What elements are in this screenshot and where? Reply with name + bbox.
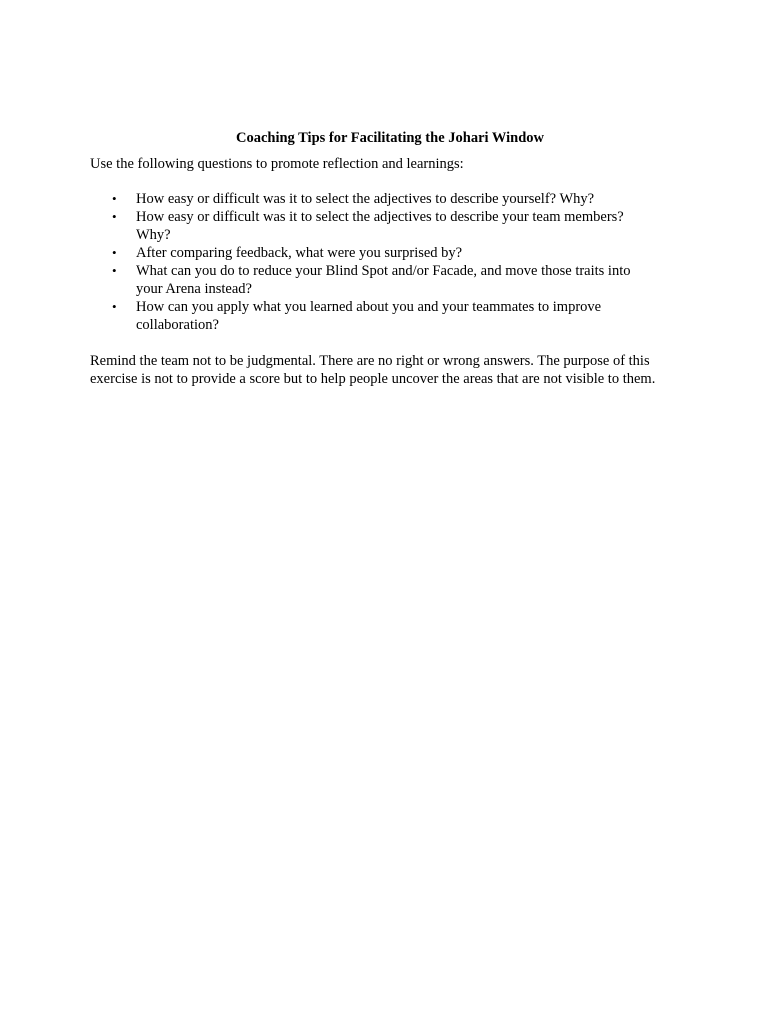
- list-item: [90, 262, 690, 298]
- question-text: How can you apply what you learned about you and your teammates to improve collaboration?: [136, 299, 602, 333]
- question-text: What can you do to reduce your Blind Spot and/or Facade, and move those traits into your Arena instead?: [136, 263, 631, 297]
- bullet-icon: •: [112, 191, 117, 206]
- list-item: [90, 190, 690, 208]
- page-title: Coaching Tips for Facilitating the Johari Window: [235, 130, 545, 146]
- bullet-icon: •: [112, 245, 117, 260]
- intro-paragraph: Use the following questions to promote reflection and learnings:: [90, 156, 464, 172]
- bullet-icon: •: [112, 263, 117, 278]
- list-item: [90, 208, 690, 244]
- question-list: [90, 190, 690, 334]
- list-item: [90, 244, 690, 262]
- bullet-icon: •: [112, 299, 117, 314]
- list-item: [90, 298, 690, 334]
- bullet-icon: •: [112, 209, 117, 224]
- question-text: How easy or difficult was it to select the adjectives to describe yourself? Why?: [136, 191, 595, 207]
- question-text: After comparing feedback, what were you surprised by?: [136, 245, 463, 261]
- question-text: How easy or difficult was it to select the adjectives to describe your team members? Why?: [136, 209, 624, 243]
- document-page: [90, 128, 690, 388]
- closing-paragraph: Remind the team not to be judgmental. There are no right or wrong answers. The purpose of this exercise is not to provide a score but to help people uncover the areas that are not visible to them.: [90, 353, 656, 387]
